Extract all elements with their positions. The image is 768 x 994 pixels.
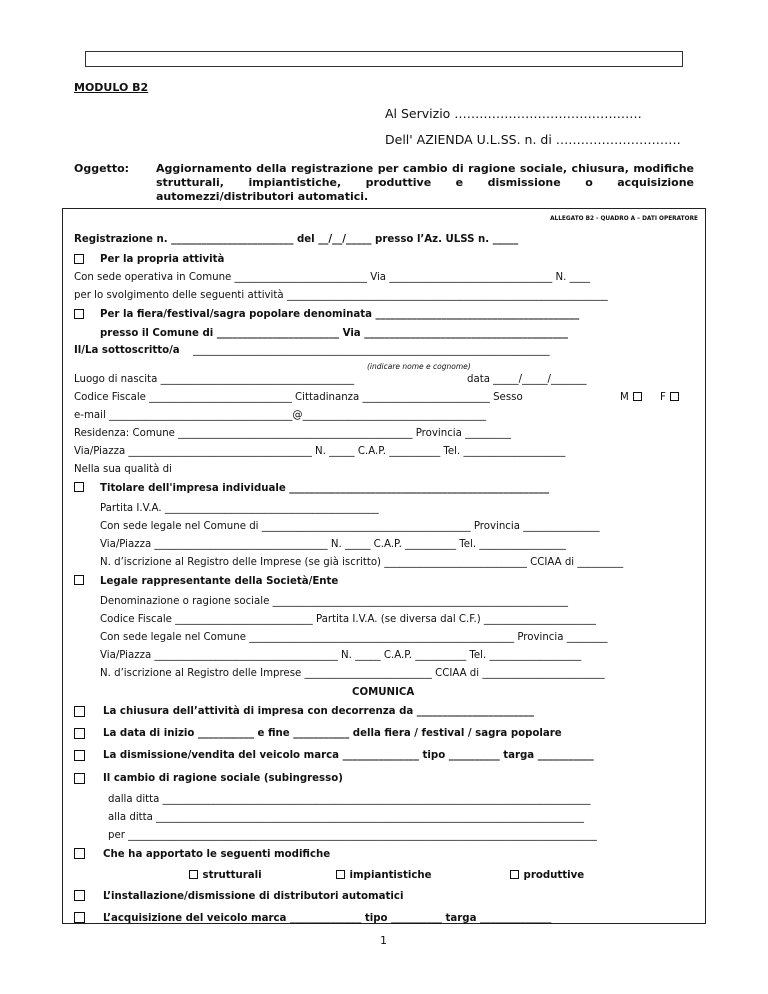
installazione-checkbox[interactable] <box>74 890 85 901</box>
sottoscritto-label: Il/La sottoscritto/a <box>74 345 180 356</box>
fiera-comune[interactable]: presso il Comune di ________________________ Via ________________________________________ <box>100 328 568 339</box>
sesso-m-label: M <box>620 392 629 403</box>
titolare-iscrizione[interactable]: N. d’iscrizione al Registro delle Imprese (se già iscritto) ____________________________ CCIAA di _________ <box>100 557 624 568</box>
data-inizio-checkbox[interactable] <box>74 728 85 739</box>
data-nascita[interactable]: data _____/_____/_______ <box>467 374 587 385</box>
installazione-line: L’installazione/dismissione di distributori automatici <box>103 891 404 902</box>
dismissione-line[interactable]: La dismissione/vendita del veicolo marca _______________ tipo __________ targa ___________ <box>103 750 594 761</box>
titolare-piva[interactable]: Partita I.V.A. __________________________________________ <box>100 503 379 514</box>
comunica-title: COMUNICA <box>352 687 415 698</box>
sesso-f[interactable] <box>660 392 680 403</box>
impiantistiche-checkbox[interactable] <box>336 870 345 879</box>
sesso-f-checkbox[interactable] <box>670 392 679 401</box>
titolare-via[interactable]: Via/Piazza __________________________________ N. _____ C.A.P. __________ Tel. _________________ <box>100 539 566 550</box>
page-number: 1 <box>380 934 387 947</box>
titolare-title[interactable]: Titolare dell'impresa individuale ___________________________________________________ <box>100 483 550 494</box>
header-box <box>85 51 683 67</box>
fiera-checkbox[interactable] <box>74 309 84 319</box>
chiusura-checkbox[interactable] <box>74 706 85 717</box>
via-line[interactable]: Via/Piazza ____________________________________ N. _____ C.A.P. __________ Tel. ____________________ <box>74 446 566 457</box>
addressee-servizio: Al Servizio ……………………………………… <box>385 106 642 121</box>
luogo-nascita[interactable]: Luogo di nascita ______________________________________ <box>74 374 355 385</box>
legale-cf[interactable]: Codice Fiscale ___________________________ Partita I.V.A. (se diversa dal C.F.) ______________________ <box>100 614 596 625</box>
produttive-option[interactable] <box>509 870 584 881</box>
produttive-checkbox[interactable] <box>510 870 519 879</box>
sesso-m-checkbox[interactable] <box>633 392 642 401</box>
sesso-f-label: F <box>660 392 666 403</box>
strutturali-label: strutturali <box>202 870 262 881</box>
dismissione-checkbox[interactable] <box>74 750 85 761</box>
allegato-label: ALLEGATO B2 - QUADRO A – DATI OPERATORE <box>550 216 698 222</box>
acquisizione-line[interactable]: L’acquisizione del veicolo marca ______________ tipo __________ targa ______________ <box>103 913 552 924</box>
legale-title: Legale rappresentante della Società/Ente <box>100 576 339 587</box>
legale-iscrizione[interactable]: N. d’iscrizione al Registro delle Imprese _________________________ CCIAA di ________________________ <box>100 668 605 679</box>
registrazione-line[interactable]: Registrazione n. ________________________ del __/__/_____ presso l’Az. ULSS n. _____ <box>74 234 519 245</box>
addressee-azienda: Dell' AZIENDA U.L.SS. n. di ………………………… <box>385 132 681 147</box>
propria-sede[interactable]: Con sede operativa in Comune __________________________ Via ________________________________ N. ____ <box>74 272 590 283</box>
modifiche-checkbox[interactable] <box>74 848 85 859</box>
produttive-label: produttive <box>523 870 585 881</box>
legale-checkbox[interactable] <box>74 575 84 585</box>
data-inizio-line[interactable]: La data di inizio ___________ e fine ___________ della fiera / festival / sagra popolare <box>103 728 562 739</box>
codice-fiscale-line[interactable]: Codice Fiscale ____________________________ Cittadinanza _________________________ Sesso <box>74 392 523 403</box>
qualita-label: Nella sua qualità di <box>74 464 172 475</box>
oggetto-text: Aggiornamento della registrazione per cambio di ragione sociale, chiusura, modifiche strutturali, impiantistiche, produttive e dismissione o acquisizione automezzi/distributori automatici. <box>156 162 694 203</box>
propria-title: Per la propria attività <box>100 254 225 265</box>
titolare-sede[interactable]: Con sede legale nel Comune di _________________________________________ Provincia _______________ <box>100 521 600 532</box>
titolare-checkbox[interactable] <box>74 482 84 492</box>
propria-svolgimento[interactable]: per lo svolgimento delle seguenti attività _______________________________________________________________ <box>74 290 608 301</box>
modifiche-title: Che ha apportato le seguenti modifiche <box>103 849 331 860</box>
impiantistiche-option[interactable] <box>335 870 432 881</box>
legale-denominazione[interactable]: Denominazione o ragione sociale __________________________________________________________ <box>100 596 569 607</box>
sottoscritto-note: (indicare nome e cognome) <box>367 362 471 371</box>
alla-ditta[interactable]: alla ditta ____________________________________________________________________________________ <box>108 812 585 823</box>
impiantistiche-label: impiantistiche <box>349 870 432 881</box>
modulo-title: MODULO B2 <box>74 81 149 94</box>
dalla-ditta[interactable]: dalla ditta ____________________________________________________________________________________ <box>108 794 591 805</box>
per-line[interactable]: per ____________________________________________________________________________________________ <box>108 830 597 841</box>
fiera-title[interactable]: Per la fiera/festival/sagra popolare denominata ________________________________________ <box>100 309 580 320</box>
cambio-title: Il cambio di ragione sociale (subingresso) <box>103 773 343 784</box>
oggetto-label: Oggetto: <box>74 162 130 175</box>
propria-checkbox[interactable] <box>74 254 84 264</box>
legale-sede[interactable]: Con sede legale nel Comune ____________________________________________________ Provincia ________ <box>100 632 608 643</box>
legale-via[interactable]: Via/Piazza ____________________________________ N. _____ C.A.P. __________ Tel. __________________ <box>100 650 582 661</box>
strutturali-checkbox[interactable] <box>189 870 198 879</box>
sesso-m[interactable] <box>620 392 643 403</box>
email-line[interactable]: e-mail ____________________________________@____________________________________ <box>74 410 486 421</box>
acquisizione-checkbox[interactable] <box>74 912 85 923</box>
residenza-line[interactable]: Residenza: Comune ______________________________________________ Provincia _________ <box>74 428 511 439</box>
cambio-checkbox[interactable] <box>74 773 85 784</box>
chiusura-line[interactable]: La chiusura dell’attività di impresa con decorrenza da _______________________ <box>103 706 534 717</box>
sottoscritto-field[interactable]: ______________________________________________________________________ <box>193 345 550 356</box>
strutturali-option[interactable] <box>188 870 262 881</box>
